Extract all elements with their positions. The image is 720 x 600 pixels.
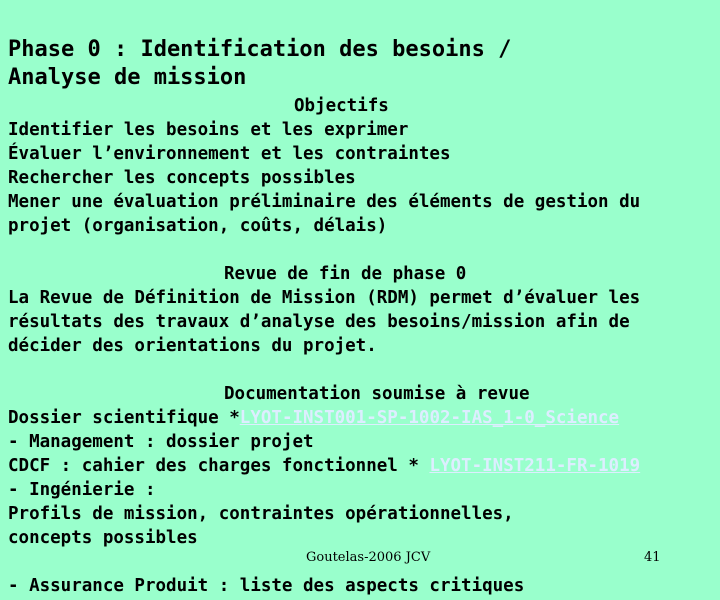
objectif-item-2: Évaluer l’environnement et les contraintes [8, 144, 451, 164]
profils-line-2: concepts possibles [8, 528, 198, 548]
dossier-scientifique-label: Dossier scientifique * [8, 408, 240, 428]
objectif-item-5: projet (organisation, coûts, délais) [8, 216, 388, 236]
revue-line-3: décider des orientations du projet. [8, 336, 377, 356]
profils-line-1: Profils de mission, contraintes opérationnelles, [8, 504, 514, 524]
revue-line-1: La Revue de Définition de Mission (RDM) permet d’évaluer les [8, 288, 641, 308]
footer-source: Goutelas-2006 JCV [306, 550, 431, 565]
cdcf-link[interactable]: LYOT-INST211-FR-1019 [429, 456, 641, 476]
slide-title-line-1: Phase 0 : Identification des besoins / [8, 37, 512, 62]
management-line: - Management : dossier projet [8, 432, 314, 452]
revue-heading: Revue de fin de phase 0 [224, 264, 467, 284]
objectifs-heading: Objectifs [294, 96, 389, 116]
dossier-scientifique-link[interactable]: LYOT-INST001-SP-1002-IAS_1-0_Science [239, 408, 620, 428]
page-number: 41 [644, 550, 661, 565]
ingenierie-line: - Ingénierie : [8, 480, 156, 500]
objectif-item-3: Rechercher les concepts possibles [8, 168, 356, 188]
objectif-item-1: Identifier les besoins et les exprimer [8, 120, 409, 140]
slide-title-line-2: Analyse de mission [8, 65, 247, 90]
cdcf-label: CDCF : cahier des charges fonctionnel * [8, 456, 430, 476]
assurance-produit-line: - Assurance Produit : liste des aspects critiques [8, 576, 525, 596]
dossier-scientifique-line [8, 406, 619, 430]
revue-line-2: résultats des travaux d’analyse des besoins/mission afin de [8, 312, 630, 332]
cdcf-line [8, 454, 640, 478]
slide-title [8, 36, 511, 92]
documentation-heading: Documentation soumise à revue [224, 384, 530, 404]
objectif-item-4: Mener une évaluation préliminaire des éléments de gestion du [8, 192, 641, 212]
